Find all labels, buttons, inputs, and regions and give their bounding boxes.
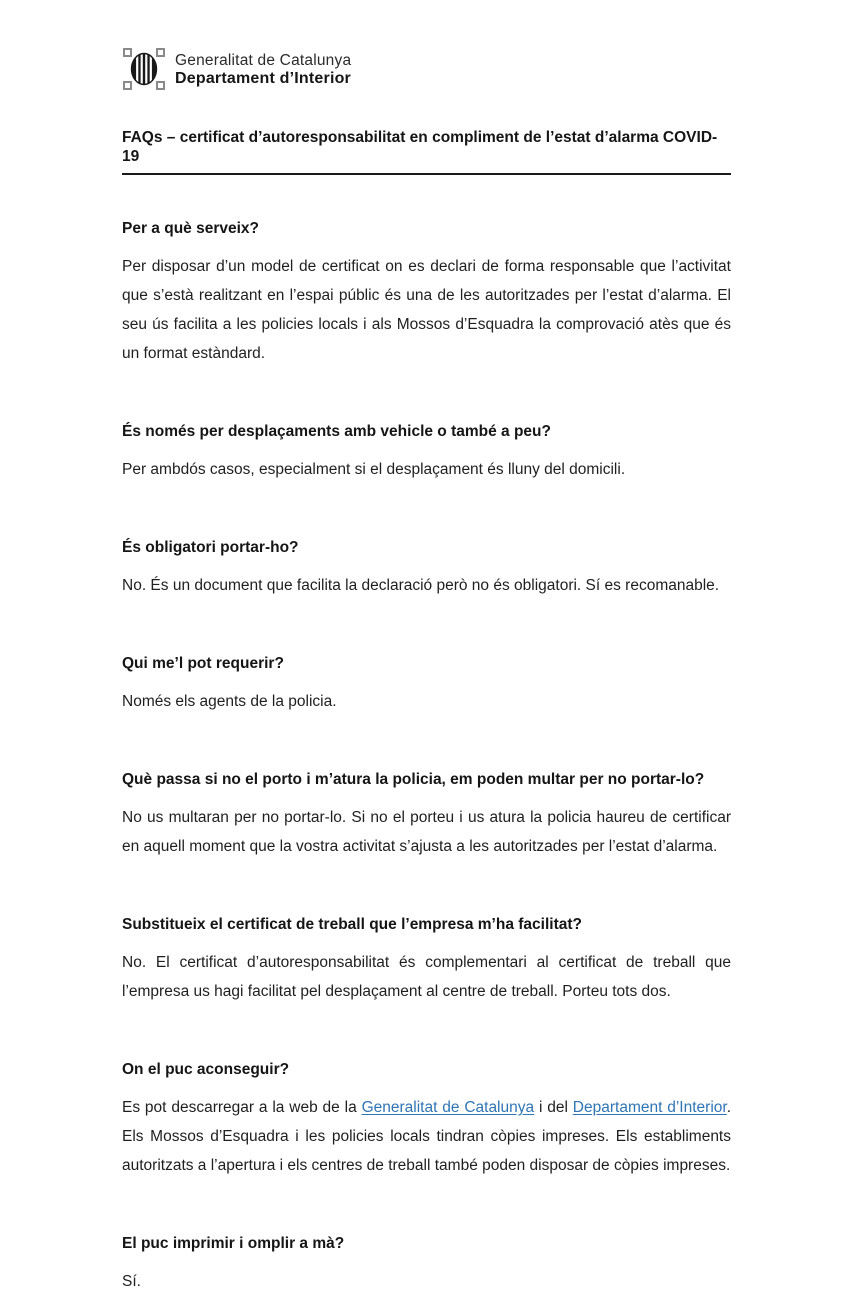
faq-answer: Només els agents de la policia.: [122, 693, 337, 710]
faq-answer: No us multaran per no portar-lo. Si no el porteu i us atura la policia haureu de certificar en aquell moment que la vostra activitat s’ajusta a les autoritzades per l’estat d’alarma.: [122, 809, 731, 855]
answer-text-between-links: i del: [534, 1099, 573, 1116]
faq-section-desplacaments: [122, 422, 731, 484]
faq-question: Què passa si no el porto i m’atura la policia, em poden multar per no portar-lo?: [122, 771, 705, 788]
faq-answer: Per ambdós casos, especialment si el desplaçament és lluny del domicili.: [122, 461, 626, 478]
link-departament-d-interior[interactable]: Departament d’Interior: [572, 1099, 727, 1116]
faq-question: On el puc aconseguir?: [122, 1061, 290, 1078]
faq-answer: No. El certificat d’autoresponsabilitat és complementari al certificat de treball que l’empresa us hagi facilitat pel desplaçament al centre de treball. Porteu tots dos.: [122, 954, 731, 1000]
faq-answer: No. És un document que facilita la declaració però no és obligatori. Sí es recomanable.: [122, 577, 720, 594]
faq-question: Qui me’l pot requerir?: [122, 655, 284, 672]
dept-name: Departament d’Interior: [175, 70, 351, 87]
faq-list: [122, 219, 731, 1296]
faq-section-multa: [122, 770, 731, 861]
faq-answer: Sí.: [122, 1273, 141, 1290]
document-header: [122, 47, 731, 96]
faq-section-obligatori: [122, 538, 731, 600]
link-generalitat-de-catalunya[interactable]: Generalitat de Catalunya: [361, 1099, 535, 1116]
faq-question: És obligatori portar-ho?: [122, 539, 299, 556]
faq-question: Per a què serveix?: [122, 220, 259, 237]
faq-answer: Per disposar d’un model de certificat on es declari de forma responsable que l’activitat que s’està realitzant en l’espai públic és una de les autoritzades per l’estat d’alarma. El seu ús facilita a les policies locals i als Mossos d’Esquadra la comprovació atès que és un format estàndard.: [122, 258, 731, 362]
answer-text-before-links: Es pot descarregar a la web de la: [122, 1099, 362, 1116]
generalitat-coat-of-arms-icon: [122, 47, 166, 96]
document-title: FAQs – certificat d’autoresponsabilitat en compliment de l’estat d’alarma COVID-19: [122, 128, 731, 175]
logo-text-block: [175, 47, 351, 88]
answer-text-after-links: . Els Mossos d’Esquadra i les policies locals tindran còpies impreses. Els establiments autoritzats a l’apertura i els centres de treball també poden disposar de còpies impreses.: [122, 1099, 732, 1174]
faq-section-imprimir: [122, 1234, 731, 1296]
faq-question: Substitueix el certificat de treball que l’empresa m’ha facilitat?: [122, 916, 582, 933]
faq-section-requerir: [122, 654, 731, 716]
org-name: Generalitat de Catalunya: [175, 52, 352, 69]
faq-section-certificat-treball: [122, 915, 731, 1006]
faq-question: És només per desplaçaments amb vehicle o també a peu?: [122, 423, 551, 440]
faq-question: El puc imprimir i omplir a mà?: [122, 1235, 345, 1252]
faq-section-aconseguir: [122, 1060, 731, 1180]
faq-answer: [122, 1093, 731, 1180]
faq-section-serveix: [122, 219, 731, 368]
